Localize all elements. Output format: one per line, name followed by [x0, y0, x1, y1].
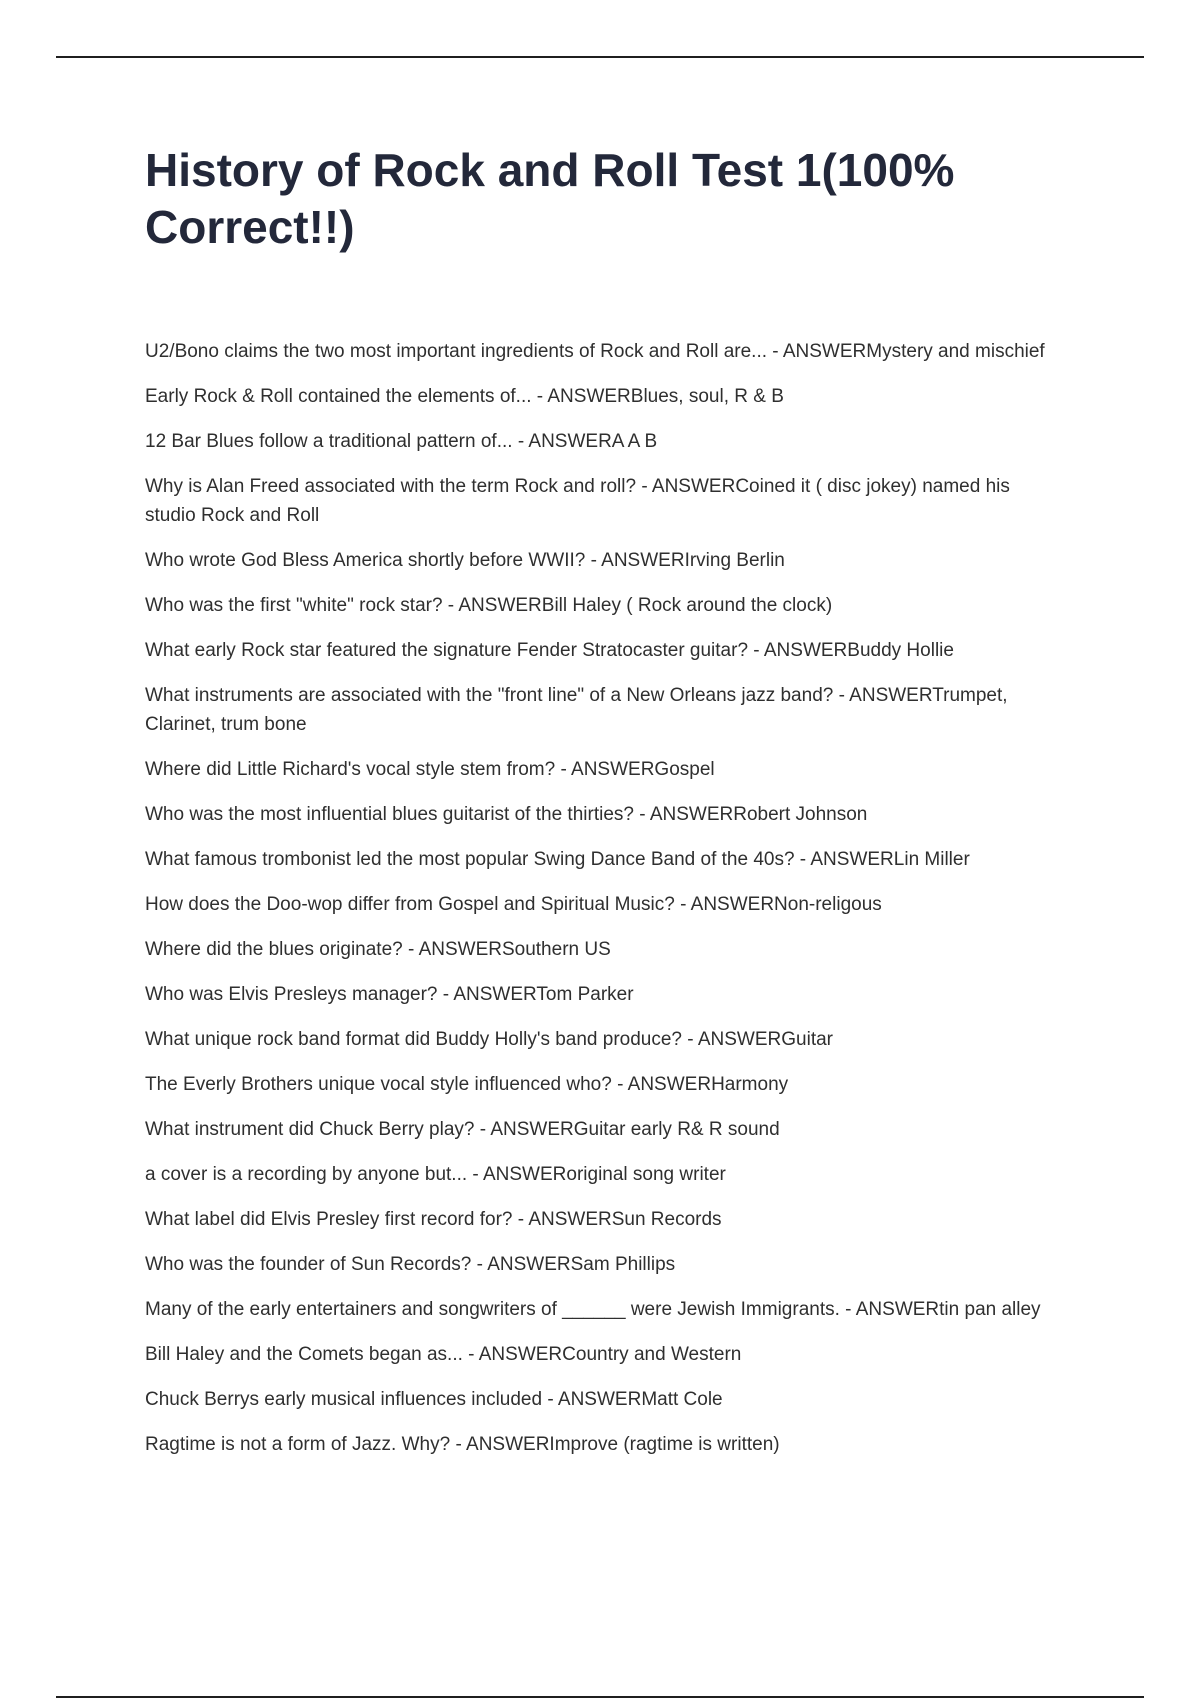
- question-text: What unique rock band format did Buddy Holly's band produce?: [145, 1029, 683, 1050]
- qa-list: [145, 337, 1065, 1459]
- separator: -: [833, 685, 850, 706]
- question-text: What famous trombonist led the most popular Swing Dance Band of the 40s?: [145, 849, 795, 870]
- question-text: The Everly Brothers unique vocal style influenced who?: [145, 1074, 612, 1095]
- answer-prefix: ANSWER: [782, 341, 867, 362]
- separator: -: [512, 1209, 529, 1230]
- answer-text: Guitar early R& R sound: [573, 1119, 780, 1140]
- answer-text: Trumpet, Clarinet, trum bone: [145, 685, 1008, 735]
- answer-text: tin pan alley: [939, 1299, 1041, 1320]
- answer-prefix: ANSWER: [557, 1389, 642, 1410]
- answer-text: Coined it ( disc jokey) named his studio Rock and Roll: [145, 476, 1010, 526]
- separator: -: [531, 386, 548, 407]
- separator: -: [542, 1389, 558, 1410]
- question-text: Who was Elvis Presleys manager?: [145, 984, 438, 1005]
- answer-text: Non-religous: [774, 894, 882, 915]
- answer-text: Guitar: [781, 1029, 834, 1050]
- answer-prefix: ANSWER: [763, 640, 848, 661]
- qa-item: [145, 1070, 1065, 1099]
- answer-text: Tom Parker: [536, 984, 634, 1005]
- answer-prefix: ANSWER: [810, 849, 894, 870]
- separator: -: [748, 640, 764, 661]
- qa-item: [145, 1295, 1065, 1324]
- question-text: Who was the most influential blues guitarist of the thirties?: [145, 804, 634, 825]
- qa-item: [145, 755, 1065, 784]
- bottom-rule: [56, 1696, 1144, 1698]
- answer-prefix: ANSWER: [528, 1209, 612, 1230]
- separator: -: [462, 1344, 479, 1365]
- qa-item: [145, 681, 1065, 739]
- qa-item: [145, 980, 1065, 1009]
- answer-text: Buddy Hollie: [847, 640, 954, 661]
- question-text: Who wrote God Bless America shortly before WWII?: [145, 550, 586, 571]
- question-text: Why is Alan Freed associated with the term Rock and roll?: [145, 476, 637, 497]
- separator: -: [437, 984, 454, 1005]
- qa-item: [145, 1385, 1065, 1414]
- answer-text: Harmony: [711, 1074, 789, 1095]
- separator: -: [794, 849, 811, 870]
- question-text: Early Rock & Roll contained the elements of...: [145, 386, 532, 407]
- separator: -: [471, 1254, 488, 1275]
- answer-text: Southern US: [501, 939, 611, 960]
- question-text: Who was the founder of Sun Records?: [145, 1254, 472, 1275]
- question-text: What instruments are associated with the "front line" of a New Orleans jazz band?: [145, 685, 834, 706]
- answer-prefix: ANSWER: [466, 1434, 550, 1455]
- qa-item: [145, 1340, 1065, 1369]
- answer-prefix: ANSWER: [855, 1299, 940, 1320]
- top-rule: [56, 56, 1144, 58]
- qa-item: [145, 591, 1065, 620]
- question-text: Who was the first "white" rock star?: [145, 595, 443, 616]
- separator: -: [636, 476, 652, 497]
- answer-text: Improve (ragtime is written): [549, 1434, 780, 1455]
- qa-item: [145, 546, 1065, 575]
- question-text: 12 Bar Blues follow a traditional pattern of...: [145, 431, 513, 452]
- question-text: What label did Elvis Presley first record for?: [145, 1209, 513, 1230]
- separator: -: [402, 939, 419, 960]
- question-text: Ragtime is not a form of Jazz. Why?: [145, 1434, 451, 1455]
- separator: -: [512, 431, 529, 452]
- separator: -: [442, 595, 459, 616]
- qa-item: [145, 337, 1065, 366]
- answer-text: Blues, soul, R & B: [630, 386, 784, 407]
- answer-prefix: ANSWER: [487, 1254, 571, 1275]
- question-text: Where did the blues originate?: [145, 939, 403, 960]
- answer-prefix: ANSWER: [482, 1164, 567, 1185]
- answer-prefix: ANSWER: [651, 476, 736, 497]
- answer-prefix: ANSWER: [453, 984, 537, 1005]
- answer-prefix: ANSWER: [478, 1344, 563, 1365]
- answer-prefix: ANSWER: [528, 431, 612, 452]
- document-page: [145, 142, 1065, 1475]
- answer-prefix: ANSWER: [458, 595, 542, 616]
- question-text: Chuck Berrys early musical influences included: [145, 1389, 543, 1410]
- qa-item: [145, 935, 1065, 964]
- answer-text: Irving Berlin: [684, 550, 785, 571]
- qa-item: [145, 1250, 1065, 1279]
- answer-text: Matt Cole: [641, 1389, 723, 1410]
- separator: -: [682, 1029, 698, 1050]
- qa-item: [145, 472, 1065, 530]
- answer-prefix: ANSWER: [601, 550, 685, 571]
- answer-text: Sun Records: [611, 1209, 722, 1230]
- answer-prefix: ANSWER: [418, 939, 502, 960]
- answer-text: Robert Johnson: [733, 804, 868, 825]
- qa-item: [145, 800, 1065, 829]
- qa-item: [145, 845, 1065, 874]
- qa-item: [145, 427, 1065, 456]
- separator: -: [674, 894, 691, 915]
- qa-item: [145, 382, 1065, 411]
- question-text: How does the Doo-wop differ from Gospel and Spiritual Music?: [145, 894, 675, 915]
- separator: -: [839, 1299, 856, 1320]
- answer-text: Sam Phillips: [570, 1254, 676, 1275]
- qa-item: [145, 636, 1065, 665]
- separator: -: [467, 1164, 483, 1185]
- question-text: a cover is a recording by anyone but...: [145, 1164, 468, 1185]
- answer-text: Gospel: [654, 759, 715, 780]
- question-text: What instrument did Chuck Berry play?: [145, 1119, 475, 1140]
- separator: -: [450, 1434, 467, 1455]
- separator: -: [767, 341, 783, 362]
- answer-text: Bill Haley ( Rock around the clock): [541, 595, 833, 616]
- answer-text: Country and Western: [562, 1344, 742, 1365]
- qa-item: [145, 1160, 1065, 1189]
- answer-text: A A B: [611, 431, 658, 452]
- question-text: What early Rock star featured the signature Fender Stratocaster guitar?: [145, 640, 749, 661]
- question-text: U2/Bono claims the two most important ingredients of Rock and Roll are...: [145, 341, 768, 362]
- answer-prefix: ANSWER: [547, 386, 631, 407]
- answer-prefix: ANSWER: [849, 685, 933, 706]
- answer-prefix: ANSWER: [690, 894, 775, 915]
- qa-item: [145, 1025, 1065, 1054]
- separator: -: [555, 759, 572, 780]
- qa-item: [145, 1115, 1065, 1144]
- answer-text: original song writer: [566, 1164, 726, 1185]
- separator: -: [633, 804, 650, 825]
- document-title: History of Rock and Roll Test 1(100% Correct!!): [145, 144, 955, 253]
- answer-text: Lin Miller: [893, 849, 970, 870]
- answer-prefix: ANSWER: [697, 1029, 782, 1050]
- question-text: Where did Little Richard's vocal style stem from?: [145, 759, 556, 780]
- separator: -: [474, 1119, 491, 1140]
- answer-prefix: ANSWER: [649, 804, 734, 825]
- question-text: Many of the early entertainers and songwriters of ______ were Jewish Immigrants.: [145, 1299, 840, 1320]
- answer-text: Mystery and mischief: [866, 341, 1045, 362]
- answer-prefix: ANSWER: [490, 1119, 574, 1140]
- qa-item: [145, 1205, 1065, 1234]
- qa-item: [145, 1430, 1065, 1459]
- answer-prefix: ANSWER: [627, 1074, 712, 1095]
- answer-prefix: ANSWER: [571, 759, 655, 780]
- qa-item: [145, 890, 1065, 919]
- separator: -: [585, 550, 602, 571]
- separator: -: [611, 1074, 628, 1095]
- question-text: Bill Haley and the Comets began as...: [145, 1344, 463, 1365]
